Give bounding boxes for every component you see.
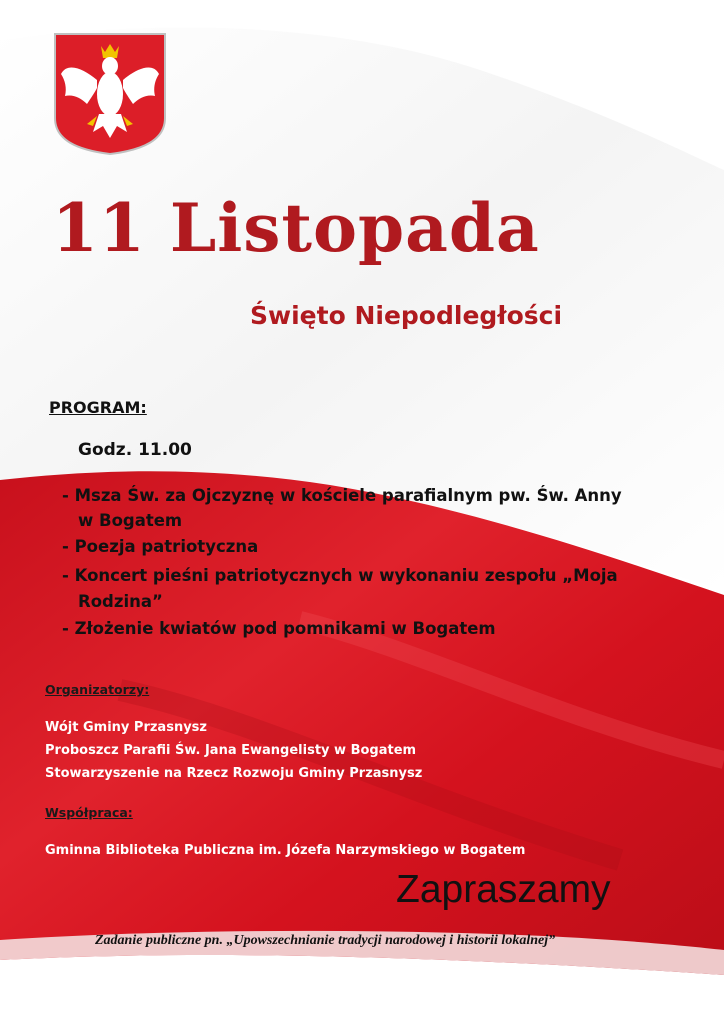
program-item: w Bogatem (78, 511, 183, 530)
program-item: Rodzina” (78, 592, 163, 611)
cooperation-label: Współpraca: (45, 805, 133, 820)
program-item: - Złożenie kwiatów pod pomnikami w Bogatem (62, 619, 496, 638)
organizer-item: Wójt Gminy Przasnysz (45, 720, 207, 735)
program-item: - Koncert pieśni patriotycznych w wykonaniu zespołu „Moja (62, 566, 618, 585)
invitation-text: Zapraszamy (396, 868, 611, 911)
cooperation-text: Gminna Biblioteka Publiczna im. Józefa Narzymskiego w Bogatem (45, 843, 526, 858)
page-subtitle: Święto Niepodległości (250, 301, 563, 330)
program-item: - Poezja patriotyczna (62, 537, 259, 556)
page-title: 11 Listopada (52, 189, 540, 267)
public-task-note: Zadanie publiczne pn. „Upowszechnianie tradycji narodowej i historii lokalnej” (95, 933, 556, 948)
polish-eagle-emblem-icon (53, 32, 167, 156)
program-label: PROGRAM: (49, 398, 147, 417)
organizers-label: Organizatorzy: (45, 682, 150, 697)
organizer-item: Stowarzyszenie na Rzecz Rozwoju Gminy Przasnysz (45, 766, 423, 781)
program-item: - Msza Św. za Ojczyznę w kościele parafialnym pw. Św. Anny (62, 486, 622, 505)
program-time: Godz. 11.00 (78, 440, 192, 460)
organizer-item: Proboszcz Parafii Św. Jana Ewangelisty w Bogatem (45, 743, 417, 758)
